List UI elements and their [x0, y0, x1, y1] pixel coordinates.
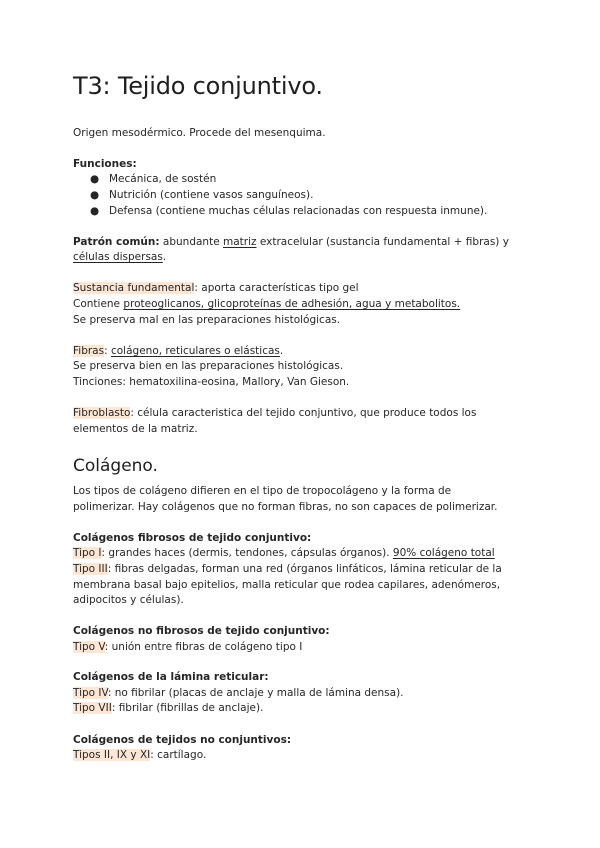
tipo3-line-2: membrana basal bajo epitelios, malla reticular que rodea capilares, adenómeros,	[73, 579, 501, 591]
fibroblasto-highlight: Fibroblasto	[73, 407, 131, 419]
tipo7-text: : fibrilar (fibrillas de anclaje).	[111, 702, 264, 714]
tipo7-line	[73, 701, 263, 716]
page-title: T3: Tejido conjuntivo.	[73, 72, 323, 100]
bullet-icon: ●	[90, 189, 100, 201]
no-conjuntivos-heading: Colágenos de tejidos no conjuntivos:	[73, 734, 292, 746]
fibrosos-heading: Colágenos fibrosos de tejido conjuntivo:	[73, 532, 312, 544]
contiene-line	[73, 297, 460, 312]
fibroblasto-line-1	[73, 406, 476, 421]
colon: :	[104, 345, 111, 357]
patron-text: extracelular (sustancia fundamental + fibras) y	[256, 236, 509, 248]
fibroblasto-text: : célula caracteristica del tejido conjuntivo, que produce todos los	[130, 407, 477, 419]
tipo4-highlight: Tipo IV	[73, 687, 108, 699]
fibras-line	[73, 344, 283, 359]
tipo3-highlight: Tipo III	[73, 563, 108, 575]
tipo5-line	[73, 640, 302, 655]
funciones-item: Defensa (contiene muchas células relacionadas con respuesta inmune).	[109, 205, 488, 217]
patron-text: abundante	[159, 236, 223, 248]
patron-line-1	[73, 235, 509, 250]
no-fibrosos-heading: Colágenos no fibrosos de tejido conjuntivo:	[73, 625, 330, 637]
funciones-item: Mecánica, de sostén	[109, 173, 217, 185]
fibras-highlight: Fibras	[73, 345, 105, 357]
tipo1-underlined: 90% colágeno total	[392, 547, 495, 559]
origin-line: Origen mesodérmico. Procede del mesenquima.	[73, 127, 326, 139]
tipo1-text: : grandes haces (dermis, tendones, cápsulas órganos).	[101, 547, 393, 559]
tipos-line	[73, 748, 206, 763]
sustancia-highlight: Sustancia fundamental	[73, 282, 195, 294]
tipo7-highlight: Tipo VII	[73, 702, 112, 714]
funciones-item: Nutrición (contiene vasos sanguíneos).	[109, 189, 314, 201]
fibras-underlined: colágeno, reticulares o elásticas	[110, 345, 280, 357]
patron-label: Patrón común:	[73, 236, 160, 248]
contiene-underlined: proteoglicanos, glicoproteínas de adhesión, agua y metabolitos.	[123, 298, 461, 310]
tipo5-text: : unión entre fibras de colágeno tipo I	[104, 641, 303, 653]
tipo3-text: : fibras delgadas, forman una red (órganos linfáticos, lámina reticular de la	[107, 563, 502, 575]
sustancia-text: : aporta características tipo gel	[194, 282, 359, 294]
tipos-text: : cartílago.	[150, 749, 207, 761]
fibroblasto-line-2: elementos de la matriz.	[73, 423, 198, 435]
tipo5-highlight: Tipo V	[73, 641, 105, 653]
tipo3-line-1	[73, 562, 502, 577]
colageno-heading: Colágeno.	[73, 456, 158, 476]
colageno-intro-1: Los tipos de colágeno difieren en el tipo de tropocolágeno y la forma de	[73, 485, 452, 497]
bullet-icon: ●	[90, 173, 100, 185]
funciones-heading: Funciones:	[73, 158, 137, 170]
tipos-highlight: Tipos II, IX y XI	[73, 749, 151, 761]
tipo3-line-3: adipocitos y células).	[73, 594, 184, 606]
bullet-icon: ●	[90, 205, 100, 217]
celulas-term: células dispersas	[73, 251, 163, 263]
tipo1-line	[73, 546, 495, 561]
lamina-heading: Colágenos de la lámina reticular:	[73, 671, 269, 683]
sustancia-line	[73, 281, 359, 296]
colageno-intro-2: polimerizar. Hay colágenos que no forman fibras, no son capaces de polimerizar.	[73, 501, 498, 513]
sustancia-preserva-line: Se preserva mal en las preparaciones histológicas.	[73, 314, 341, 326]
matriz-term: matriz	[223, 236, 257, 248]
patron-line-2	[73, 250, 166, 265]
tipo4-line	[73, 686, 404, 701]
tinciones-line: Tinciones: hematoxilina-eosina, Mallory, Van Gieson.	[73, 376, 350, 388]
fibras-preserva-line: Se preserva bien en las preparaciones histológicas.	[73, 360, 344, 372]
period: .	[162, 251, 167, 263]
tipo4-text: : no fibrilar (placas de anclaje y malla de lámina densa).	[107, 687, 404, 699]
contiene-prefix: Contiene	[73, 298, 124, 310]
tipo1-highlight: Tipo I	[73, 547, 102, 559]
period: .	[279, 345, 284, 357]
